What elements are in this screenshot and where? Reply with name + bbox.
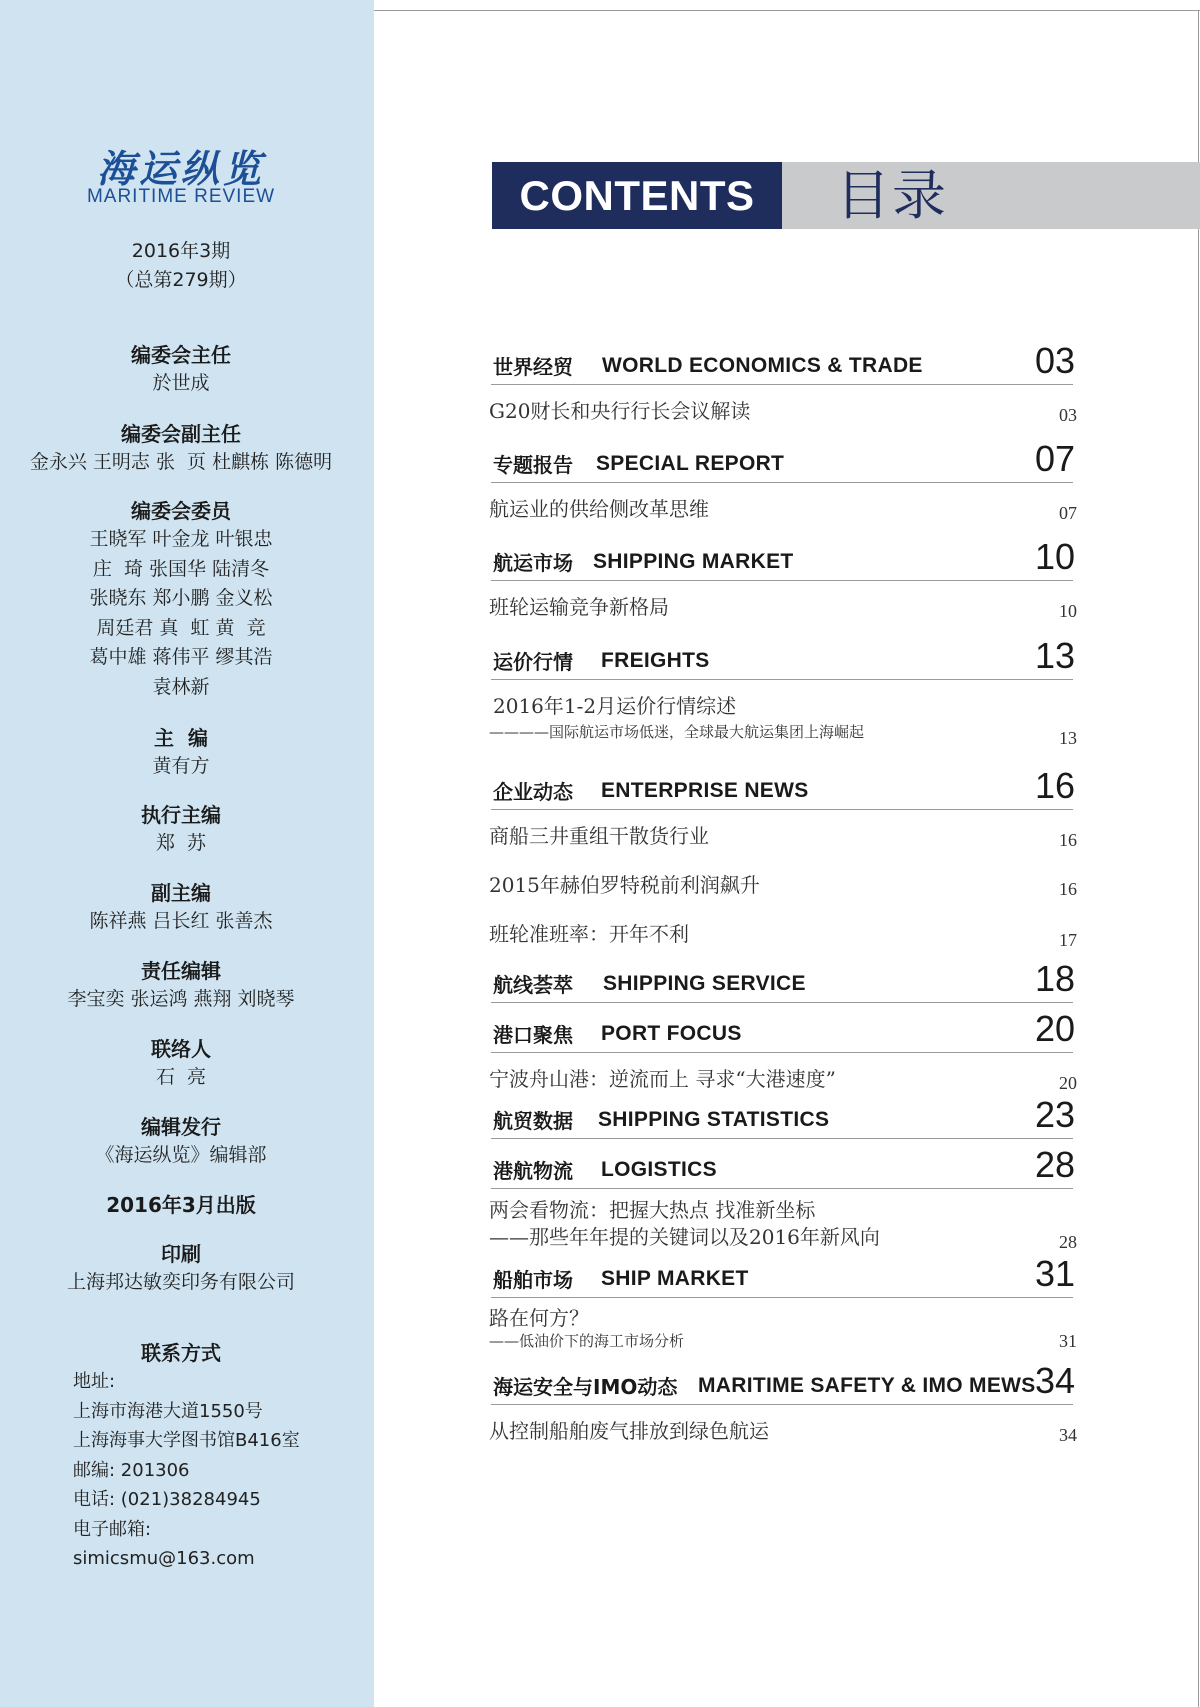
section-title-cn: 港口聚焦 (493, 1023, 573, 1047)
magazine-logo-en: MARITIME REVIEW (86, 186, 276, 207)
article-page: 31 (1059, 1331, 1077, 1351)
staff-names: 郑 苏 (155, 832, 207, 854)
article-page: 10 (1059, 601, 1077, 621)
section-title-cn: 航线荟萃 (493, 973, 573, 997)
staff-role: 编委会副主任 (121, 422, 241, 446)
section-title-cn: 航运市场 (493, 551, 573, 575)
section-title-cn: 航贸数据 (493, 1109, 573, 1133)
section-title-en: ENTERPRISE NEWS (601, 779, 809, 802)
section-page: 16 (1034, 765, 1075, 806)
article-subtitle: ——那些年年提的关键词以及2016年新风向 (489, 1225, 880, 1249)
contents-heading-en: CONTENTS (519, 172, 755, 219)
article-page: 28 (1059, 1232, 1077, 1252)
issue-total: （总第279期） (115, 269, 247, 291)
toc-article[interactable] (489, 821, 1079, 853)
staff-role: 执行主编 (141, 803, 221, 827)
article-title: 班轮运输竞争新格局 (489, 595, 669, 619)
section-title-en: SHIPPING MARKET (593, 550, 794, 573)
section-page: 13 (1034, 635, 1075, 676)
article-page: 34 (1059, 1425, 1077, 1445)
contact-line: 地址: (73, 1371, 116, 1392)
article-page: 07 (1059, 503, 1077, 523)
staff-role: 副主编 (151, 881, 211, 905)
article-page: 13 (1059, 728, 1077, 748)
section-title-cn: 企业动态 (493, 780, 573, 804)
section-title-cn: 世界经贸 (493, 355, 573, 379)
magazine-logo-cn: 海运纵览 (96, 146, 265, 191)
section-page: 31 (1034, 1253, 1075, 1294)
section-title-cn: 运价行情 (493, 650, 573, 674)
section-title-en: FREIGHTS (601, 649, 710, 672)
contact-line: 电子邮箱: (73, 1518, 152, 1540)
article-title: 从控制船舶废气排放到绿色航运 (489, 1419, 769, 1443)
article-page: 20 (1059, 1073, 1077, 1093)
staff-names: 王晓军 叶金龙 叶银忠 庄 琦 张国华 陆清冬 张晓东 郑小鹏 金义松 周廷君 真 虹 黄 竞 葛中雄 蒋伟平 缪其浩 袁林新 (89, 528, 273, 698)
article-subtitle: ————国际航运市场低迷，全球最大航运集团上海崛起 (489, 723, 865, 741)
toc-section-port-focus[interactable] (491, 1003, 1073, 1053)
toc-article[interactable] (489, 1197, 1079, 1255)
article-title: 两会看物流：把握大热点 找准新坐标 (489, 1198, 816, 1222)
staff-role: 编委会委员 (131, 499, 231, 523)
toc-section-freights[interactable] (491, 630, 1073, 680)
staff-role: 责任编辑 (141, 959, 221, 983)
contact-line: 电话: (021)38284945 (73, 1489, 261, 1510)
section-page: 18 (1034, 958, 1075, 999)
article-page: 03 (1059, 405, 1077, 425)
staff-names: 石 亮 (155, 1066, 207, 1088)
section-title-en: WORLD ECONOMICS & TRADE (602, 354, 923, 377)
article-title: 商船三井重组干散货行业 (489, 824, 709, 848)
staff-names: 《海运纵览》编辑部 (95, 1144, 267, 1166)
contact-email[interactable]: simicsmu@163.com (73, 1548, 255, 1569)
article-title: 2015年赫伯罗特税前利润飙升 (489, 873, 760, 897)
contents-heading-cn: 目录 (836, 164, 948, 227)
article-title: 宁波舟山港：逆流而上 寻求“大港速度” (489, 1067, 836, 1091)
section-page: 20 (1034, 1008, 1075, 1049)
staff-names: 李宝奕 张运鸿 燕翔 刘晓琴 (67, 988, 295, 1010)
contact-title: 联系方式 (141, 1341, 221, 1365)
contact-line: 上海市海港大道1550号 (73, 1400, 263, 1422)
staff-names: 上海邦达敏奕印务有限公司 (66, 1271, 295, 1293)
toc-article[interactable] (489, 1416, 1079, 1448)
section-title-en: SHIPPING SERVICE (603, 972, 806, 995)
staff-names: 黄有方 (152, 755, 210, 777)
section-page: 03 (1034, 340, 1075, 381)
toc-article[interactable] (489, 919, 1079, 953)
toc-article[interactable] (489, 1304, 1079, 1354)
section-title-cn: 港航物流 (493, 1159, 573, 1183)
section-page: 23 (1034, 1094, 1075, 1135)
issue-number: 2016年3期 (131, 240, 231, 262)
contact-line: 上海海事大学图书馆B416室 (73, 1430, 300, 1451)
toc-section-special-report[interactable] (491, 433, 1073, 483)
toc-section-maritime-safety[interactable] (491, 1355, 1073, 1405)
section-page: 10 (1034, 536, 1075, 577)
section-title-en: PORT FOCUS (601, 1022, 742, 1045)
article-page: 16 (1059, 830, 1077, 850)
staff-role: 联络人 (151, 1037, 211, 1061)
staff-role: 印刷 (161, 1242, 201, 1266)
article-title: G20财长和央行行长会议解读 (489, 399, 751, 423)
toc-section-enterprise-news[interactable] (491, 760, 1073, 810)
section-title-cn: 海运安全与IMO动态 (493, 1375, 678, 1399)
article-title: 班轮准班率：开年不利 (489, 922, 689, 946)
toc-article[interactable] (489, 870, 1079, 902)
article-title: 航运业的供给侧改革思维 (489, 497, 709, 521)
article-page: 16 (1059, 879, 1077, 899)
section-title-en: MARITIME SAFETY & IMO MEWS (698, 1374, 1036, 1397)
staff-role: 编委会主任 (131, 343, 231, 367)
staff-role: 编辑发行 (141, 1115, 221, 1139)
section-title-en: LOGISTICS (601, 1158, 717, 1181)
section-title-en: SHIPPING STATISTICS (598, 1108, 830, 1131)
toc-article[interactable] (489, 691, 1079, 751)
toc-section-logistics[interactable] (491, 1139, 1073, 1189)
section-title-en: SPECIAL REPORT (596, 452, 785, 475)
article-page: 17 (1059, 930, 1077, 950)
toc-section-world-economics[interactable] (491, 335, 1073, 385)
article-subtitle: ——低油价下的海工市场分析 (489, 1332, 685, 1350)
section-page: 07 (1034, 438, 1075, 479)
article-title: 2016年1-2月运价行情综述 (493, 694, 737, 718)
toc-article[interactable] (489, 396, 1079, 428)
section-title-en: SHIP MARKET (601, 1267, 749, 1290)
staff-names: 陈祥燕 吕长红 张善杰 (89, 910, 273, 932)
staff-names: 於世成 (152, 372, 210, 394)
toc-section-shipping-statistics[interactable] (491, 1089, 1073, 1139)
toc-section-shipping-market[interactable] (491, 531, 1073, 581)
staff-names: 金永兴 王明志 张 页 杜麒栋 陈德明 (29, 451, 333, 473)
contact-line: 邮编: 201306 (73, 1459, 190, 1481)
toc-section-shipping-service[interactable] (491, 953, 1073, 1003)
toc-section-ship-market[interactable] (491, 1248, 1073, 1298)
toc-article[interactable] (489, 494, 1079, 526)
section-page: 34 (1034, 1360, 1075, 1401)
section-title-cn: 专题报告 (493, 453, 573, 477)
section-page: 28 (1034, 1144, 1075, 1185)
toc-article[interactable] (489, 592, 1079, 624)
section-title-cn: 船舶市场 (493, 1268, 573, 1292)
article-title: 路在何方？ (489, 1306, 589, 1330)
staff-role: 主 编 (154, 726, 208, 750)
publish-date-text: 2016年3月出版 (106, 1193, 256, 1217)
